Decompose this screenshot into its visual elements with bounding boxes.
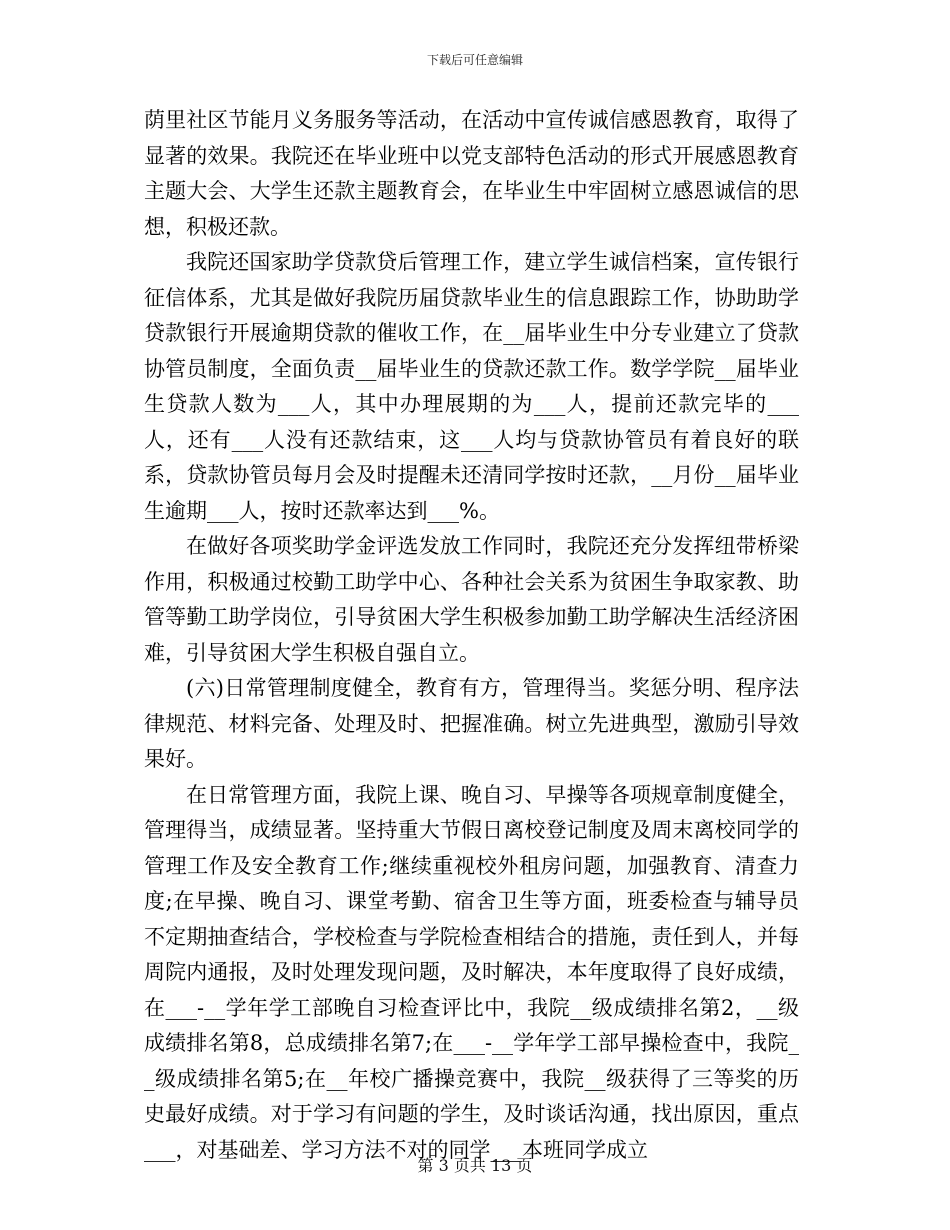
paragraph-3: 在做好各项奖助学金评选发放工作同时，我院还充分发挥纽带桥梁作用，积极通过校勤工助学中心、各种社会关系为贫困生争取家教、助管等勤工助学岗位，引导贫困大学生积极参加勤工助学解决生活经济困难，引导贫困大学生积极自强自立。 [144, 534, 799, 665]
page-footer: 第 3 页共 13 页 [417, 1156, 533, 1175]
paragraph-1: 荫里社区节能月义务服务等活动，在活动中宣传诚信感恩教育，取得了显著的效果。我院还在毕业班中以党支部特色活动的形式开展感恩教育主题大会、大学生还款主题教育会，在毕业生中牢固树立感恩诚信的思想，积极还款。 [144, 108, 799, 239]
paragraph-5: 在日常管理方面，我院上课、晚自习、早操等各项规章制度健全，管理得当，成绩显著。坚持重大节假日离校登记制度及周末离校同学的管理工作及安全教育工作;继续重视校外租房问题，加强教育、清查力度;在早操、晚自习、课堂考勤、宿舍卫生等方面，班委检查与辅导员不定期抽查结合，学校检查与学院检查相结合的措施，责任到人，并每周院内通报，及时处理发现问题，及时解决，本年度取得了良好成绩，在___-__学年学工部晚自习检查评比中，我院__级成绩排名第2，__级成绩排名第8，总成绩排名第7;在___-__学年学工部早操检查中，我院__级成绩排名第5;在__年校广播操竞赛中，我院__级获得了三等奖的历史最好成绩。对于学习有问题的学生，及时谈话沟通，找出原因，重点___，对基础差、学习方法不对的同学___本班同学成立 [144, 782, 799, 1162]
page-header: 下载后可任意编辑 [426, 53, 523, 67]
document-body [144, 103, 799, 1168]
paragraph-2: 我院还国家助学贷款贷后管理工作，建立学生诚信档案，宣传银行征信体系，尤其是做好我院历届贷款毕业生的信息跟踪工作，协助助学贷款银行开展逾期贷款的催收工作，在__届毕业生中分专业建立了贷款协管员制度，全面负责__届毕业生的贷款还款工作。数学学院__届毕业生贷款人数为___人，其中办理展期的为___人，提前还款完毕的___人，还有___人没有还款结束，这___人均与贷款协管员有着良好的联系，贷款协管员每月会及时提醒未还清同学按时还款，__月份__届毕业生逾期___人，按时还款率达到___%。 [144, 250, 799, 523]
paragraph-4: (六)日常管理制度健全，教育有方，管理得当。奖惩分明、程序法律规范、材料完备、处理及时、把握准确。树立先进典型，激励引导效果好。 [144, 676, 799, 771]
